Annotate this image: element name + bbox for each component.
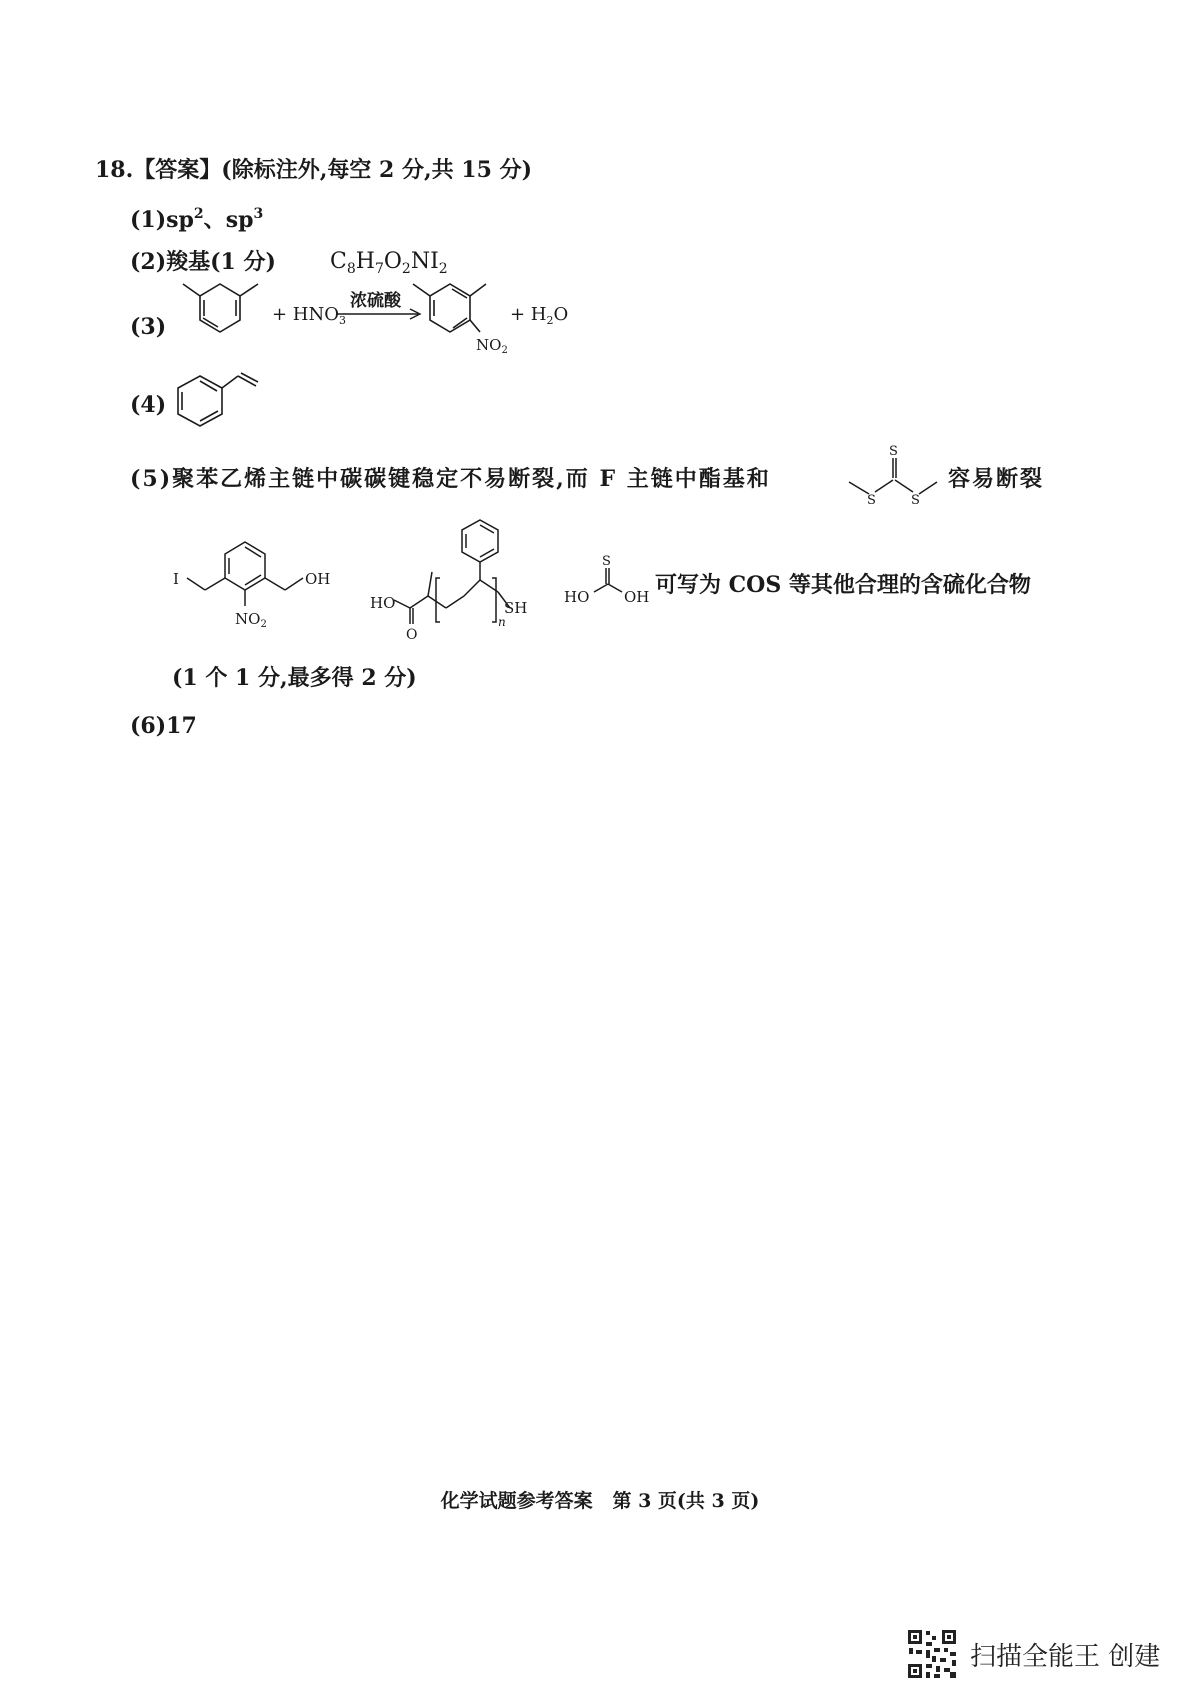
formula-element: NI [410, 249, 439, 274]
byproduct-water: + $H_2O$ [510, 304, 569, 327]
thiocarbonic-acid-structure [560, 552, 660, 622]
page-footer: 化学试题参考答案 第 3 页(共 3 页) [440, 1490, 760, 1512]
part-6-label: (6) [130, 713, 167, 739]
part-4-label: (4) [130, 392, 167, 418]
trithiocarbonate-structure [845, 442, 945, 512]
nitration-equation [180, 262, 610, 362]
part-2-label: (2) [130, 249, 167, 275]
hybrid-a-sup: 2 [193, 206, 204, 222]
formula-subscript: 2 [401, 261, 411, 277]
mol3-hydroxyl-left: HO [564, 588, 590, 606]
m-xylene-structure [183, 284, 258, 332]
reagent-hno3: + $HNO_3$ [272, 304, 347, 327]
part-2-answer: 羧基(1 分) [166, 249, 276, 275]
reaction-condition: 浓硫酸 [350, 291, 401, 311]
part-5-text [130, 464, 771, 494]
iodo-nitro-benzyl-alcohol-structure [165, 530, 345, 640]
formula-element: O [383, 249, 402, 274]
formula-element: C [330, 249, 347, 274]
mol2-hydroxyl: HO [370, 594, 396, 612]
thio-s-right: S [911, 493, 920, 508]
part-1-label: (1) [130, 207, 167, 233]
mol2-thiol: SH [504, 599, 528, 617]
hybrid-b: sp [225, 207, 254, 233]
mol3-hydroxyl-right: OH [624, 588, 650, 606]
hybrid-a: sp [166, 207, 194, 233]
qr-code-icon [906, 1628, 958, 1680]
scanner-watermark [906, 1628, 1160, 1680]
question-header [95, 155, 532, 185]
part-5-text-after: 容易断裂 [948, 466, 1045, 492]
question-number: 18. [95, 157, 134, 183]
formula-element: H [355, 249, 375, 274]
thio-s-top: S [889, 444, 898, 459]
scoring-note: (除标注外,每空 2 分,共 15 分) [221, 157, 532, 183]
formula-subscript: 7 [374, 261, 384, 277]
answer-label: 【答案】 [133, 157, 222, 183]
part-5-label: (5) [130, 466, 173, 492]
product-nitro-group: $NO_2$ [476, 336, 508, 356]
hybrid-b-sup: 3 [253, 206, 264, 222]
formula-subscript: 8 [346, 261, 356, 277]
part-6-answer: 17 [166, 713, 197, 739]
part-3-label: (3) [130, 314, 167, 340]
thio-s-left: S [867, 493, 876, 508]
scanner-text: 扫描全能王 创建 [970, 1641, 1161, 1672]
polystyrene-thiol-structure [370, 508, 550, 648]
mol1-nitro: $NO_2$ [235, 610, 267, 630]
mol1-iodine: I [173, 570, 179, 588]
mol1-hydroxyl: OH [305, 570, 331, 588]
nitro-xylene-structure [413, 284, 486, 332]
part-5-explanation: 聚苯乙烯主链中碳碳键稳定不易断裂,而 F 主链中酯基和 [172, 466, 771, 492]
separator: 、 [203, 207, 226, 233]
part-5-score-note: (1 个 1 分,最多得 2 分) [172, 665, 417, 691]
mol3-note: 可写为 COS 等其他合理的含硫化合物 [655, 572, 1031, 598]
formula-subscript: 2 [438, 261, 448, 277]
mol3-sulfur: S [602, 554, 611, 569]
styrene-structure [170, 362, 290, 442]
part-6 [130, 711, 197, 741]
mol2-carbonyl-oxygen: O [406, 627, 418, 643]
mol2-repeat-n: n [498, 615, 506, 629]
part-1 [130, 199, 263, 235]
